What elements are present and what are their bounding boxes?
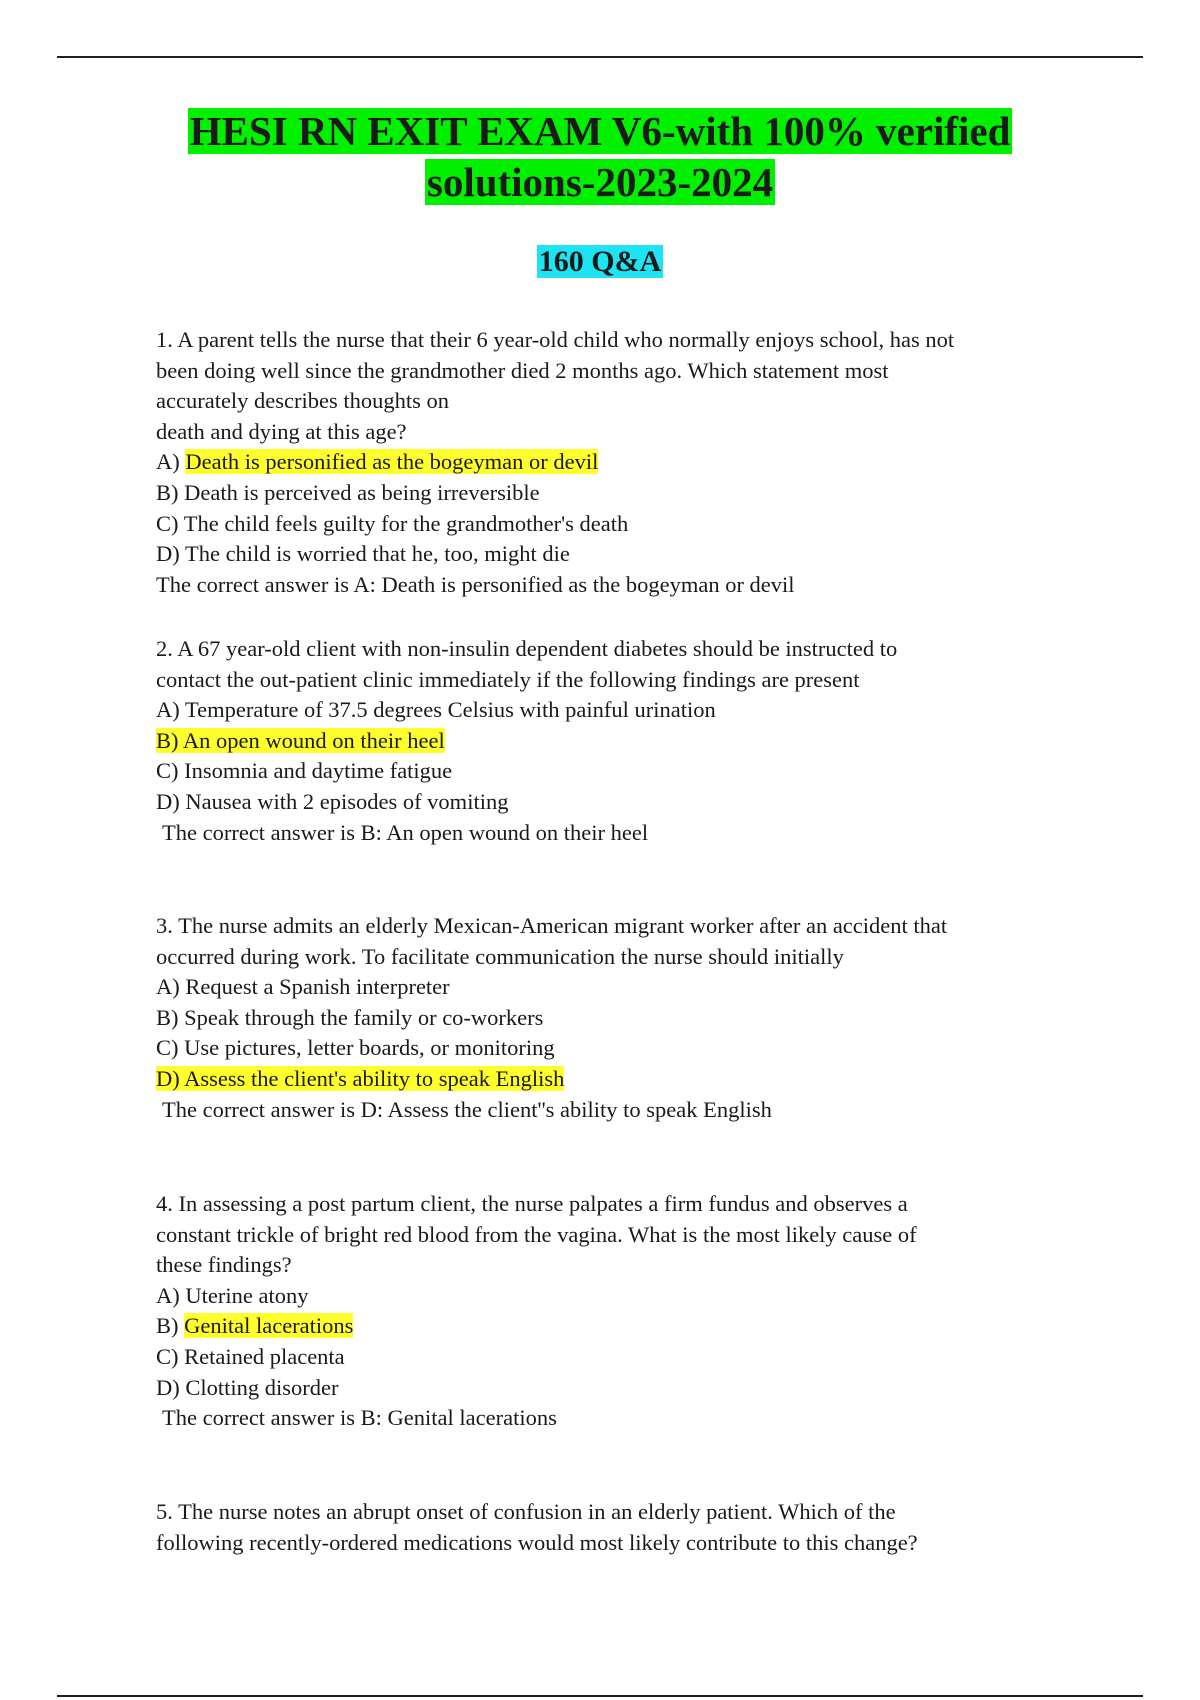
question-stem-line: 1. A parent tells the nurse that their 6 year-old child who normally enjoys school, has not	[156, 327, 955, 352]
option-c: C) Retained placenta	[156, 1343, 345, 1369]
option-c: C) Insomnia and daytime fatigue	[156, 758, 453, 784]
option-b-prefix: B)	[156, 1313, 185, 1339]
question-stem-line: these findings?	[156, 1252, 292, 1278]
correct-answer: The correct answer is A: Death is personified as the bogeyman or devil	[156, 571, 795, 597]
title-line-1: HESI RN EXIT EXAM V6-with 100% verified	[189, 108, 1011, 154]
question-1	[156, 325, 1076, 600]
option-b	[156, 1311, 1076, 1342]
correct-answer: The correct answer is B: Genital lacerations	[162, 1405, 557, 1431]
question-stem-line: constant trickle of bright red blood from the vagina. What is the most likely cause of	[156, 1221, 917, 1247]
question-3	[156, 911, 1076, 1125]
question-4	[156, 1189, 1076, 1434]
footer-rule	[57, 1695, 1143, 1697]
option-a: A) Temperature of 37.5 degrees Celsius with painful urination	[156, 697, 716, 723]
option-a-highlighted-text: Death is personified as the bogeyman or devil	[185, 449, 599, 475]
question-stem-line: 4. In assessing a post partum client, the nurse palpates a firm fundus and observes a	[156, 1191, 908, 1216]
question-stem-line: contact the out-patient clinic immediately if the following findings are present	[156, 666, 860, 692]
option-c: C) The child feels guilty for the grandmother's death	[156, 510, 629, 536]
option-b-highlighted-text: B) An open wound on their heel	[156, 727, 445, 753]
option-b-highlighted-text: Genital lacerations	[184, 1313, 354, 1339]
question-2	[156, 634, 1076, 848]
question-count-label: 160 Q&A	[538, 245, 662, 278]
option-c: C) Use pictures, letter boards, or monitoring	[156, 1035, 555, 1061]
question-stem-line: following recently-ordered medications would most likely contribute to this change?	[156, 1529, 918, 1555]
option-d: D) Clotting disorder	[156, 1374, 339, 1400]
option-d: D) The child is worried that he, too, might die	[156, 541, 570, 567]
title-line-2: solutions-2023-2024	[426, 159, 774, 205]
option-a: A) Request a Spanish interpreter	[156, 974, 450, 1000]
question-stem-line: 5. The nurse notes an abrupt onset of confusion in an elderly patient. Which of the	[156, 1499, 896, 1524]
question-stem-line: death and dying at this age?	[156, 418, 407, 444]
option-b	[156, 726, 1076, 757]
option-b: B) Death is perceived as being irreversible	[156, 479, 540, 505]
option-d	[156, 1064, 1076, 1095]
correct-answer: The correct answer is D: Assess the client''s ability to speak English	[162, 1096, 772, 1122]
option-a	[156, 447, 1076, 478]
question-5	[156, 1497, 1076, 1558]
correct-answer: The correct answer is B: An open wound on their heel	[162, 819, 649, 845]
header-rule	[57, 56, 1143, 58]
option-d: D) Nausea with 2 episodes of vomiting	[156, 788, 509, 814]
question-stem-line: 3. The nurse admits an elderly Mexican-American migrant worker after an accident that	[156, 913, 948, 938]
question-stem-line: occurred during work. To facilitate communication the nurse should initially	[156, 943, 844, 969]
option-a: A) Uterine atony	[156, 1282, 309, 1308]
document-title	[0, 106, 1200, 208]
option-a-prefix: A)	[156, 449, 186, 475]
question-stem-line: accurately describes thoughts on	[156, 388, 450, 414]
question-stem-line: been doing well since the grandmother died 2 months ago. Which statement most	[156, 357, 889, 383]
option-b: B) Speak through the family or co-workers	[156, 1004, 544, 1030]
question-count	[0, 243, 1200, 281]
question-stem-line: 2. A 67 year-old client with non-insulin dependent diabetes should be instructed to	[156, 636, 898, 661]
option-d-highlighted-text: D) Assess the client's ability to speak English	[156, 1065, 565, 1091]
